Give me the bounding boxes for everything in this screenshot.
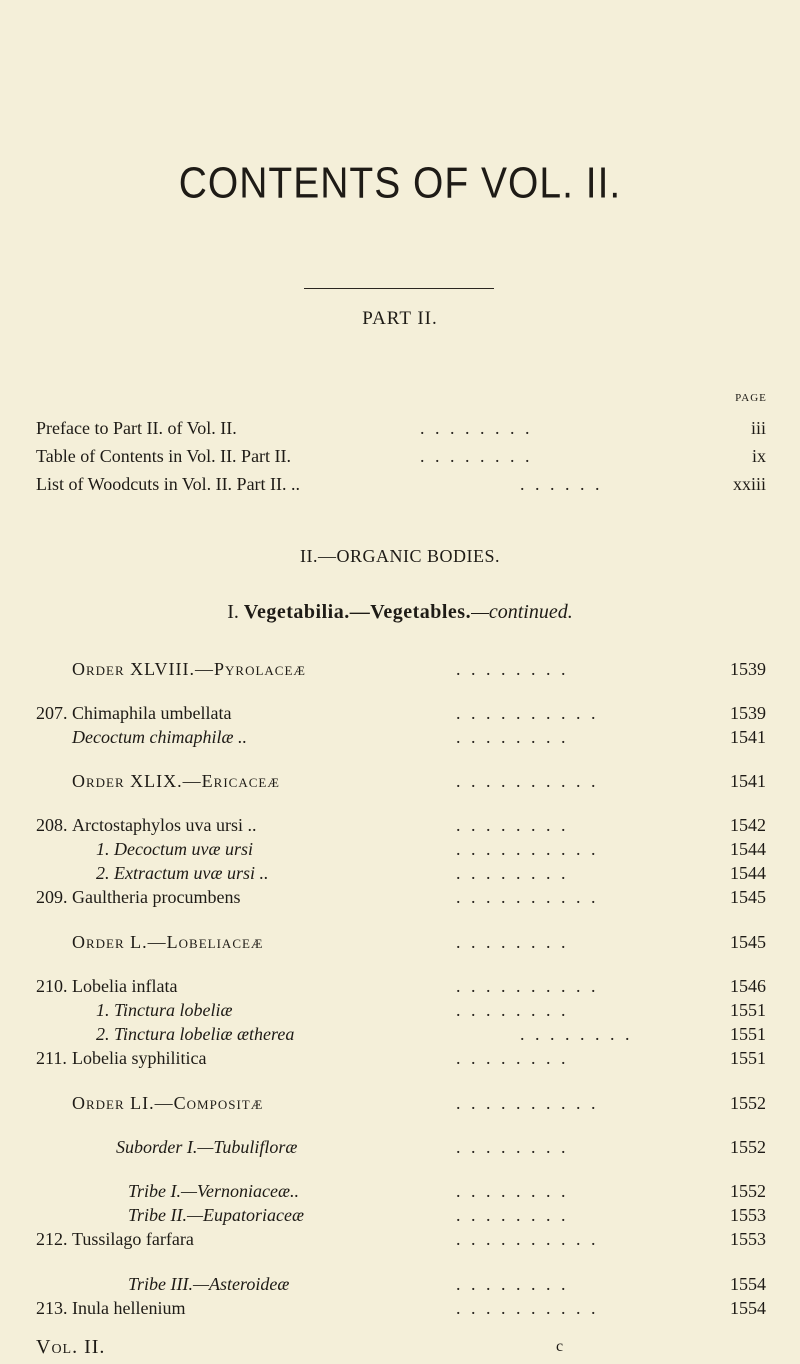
leader-dots: . . . . . . . . . .: [456, 839, 599, 859]
title-rule: [304, 288, 494, 289]
toc-page: 1539: [730, 659, 766, 679]
leader-dots: . . . . . . . . . .: [456, 771, 599, 791]
toc-page: 1545: [730, 887, 766, 907]
toc-page: 1552: [730, 1137, 766, 1157]
leader-dots: . . . . . . . . . .: [456, 1229, 599, 1249]
leader-dots: . . . . . . . .: [456, 1274, 569, 1294]
leader-dots: . . . . . . . .: [456, 863, 569, 883]
leader-dots: . . . . . . . .: [456, 1205, 569, 1225]
toc-order-row: [36, 771, 766, 797]
toc-number: 210.: [36, 976, 68, 996]
leader-dots: . . . . . . . . . .: [456, 887, 599, 907]
toc-row: [36, 887, 766, 913]
subheading-prefix: I.: [227, 601, 239, 623]
leader-dots: . . . . . . . .: [456, 727, 569, 747]
toc-page: 1554: [730, 1298, 766, 1318]
page-footer: [36, 1336, 564, 1359]
toc-number: 211.: [36, 1048, 67, 1068]
toc-label: Chimaphila umbellata: [72, 703, 232, 723]
toc-label: List of Woodcuts in Vol. II. Part II. ..: [36, 474, 301, 494]
toc-label: 1. Decoctum uvæ ursi: [96, 839, 253, 859]
toc-label: Arctostaphylos uva ursi ..: [72, 815, 257, 835]
toc-order-row: [36, 932, 766, 958]
toc-row-woodcuts: [36, 474, 766, 500]
toc-row: [36, 815, 766, 841]
toc-label: Tribe II.—Eupatoriaceæ: [128, 1205, 304, 1225]
toc-row: [36, 727, 766, 753]
leader-dots: . . . . . . . .: [456, 1181, 569, 1201]
toc-row: [36, 1229, 766, 1255]
volume-label: Vol. II.: [36, 1336, 106, 1358]
toc-row: [36, 1048, 766, 1074]
toc-row-preface: [36, 418, 766, 444]
leader-dots: . . . . . . . . . .: [456, 976, 599, 996]
toc-page: 1546: [730, 976, 766, 996]
leader-dots: . . . . . . . .: [456, 1137, 569, 1157]
toc-number: 209.: [36, 887, 68, 907]
toc-row: [36, 1274, 766, 1300]
toc-number: 207.: [36, 703, 68, 723]
toc-row: [36, 1024, 766, 1050]
leader-dots: . . . . . . . .: [456, 932, 569, 952]
section-subheading: [0, 601, 800, 624]
toc-page: iii: [750, 418, 766, 438]
subheading-gothic: Vegetabilia.—Vegetables.: [243, 601, 472, 623]
toc-page: 1551: [730, 1048, 766, 1068]
toc-page: 1545: [730, 932, 766, 952]
toc-order-row: [36, 1093, 766, 1119]
toc-label: Decoctum chimaphilæ ..: [72, 727, 247, 747]
toc-label: Table of Contents in Vol. II. Part II.: [36, 446, 292, 466]
toc-label: 2. Tinctura lobeliæ ætherea: [96, 1024, 295, 1044]
toc-number: 212.: [36, 1229, 68, 1249]
leader-dots: . . . . . . . .: [456, 1000, 569, 1020]
toc-page: 1542: [730, 815, 766, 835]
toc-row: [36, 839, 766, 865]
toc-page: 1539: [730, 703, 766, 723]
leader-dots: . . . . . . . .: [456, 1048, 569, 1068]
toc-row: [36, 703, 766, 729]
toc-order-row: [36, 659, 766, 685]
leader-dots: . . . . . . . . . .: [456, 1093, 599, 1113]
subheading-suffix: —continued.: [471, 601, 573, 623]
toc-row: [36, 1181, 766, 1207]
toc-page: 1544: [730, 863, 766, 883]
leader-dots: . . . . . . . .: [456, 815, 569, 835]
part-heading: PART II.: [362, 308, 438, 329]
leader-dots: . . . . . . . . . .: [456, 703, 599, 723]
leader-dots: . . . . . . . . . .: [456, 1298, 599, 1318]
toc-label: Inula hellenium: [72, 1298, 186, 1318]
toc-label: Tribe III.—Asteroideæ: [128, 1274, 290, 1294]
leader-dots: . . . . . . . .: [520, 1024, 633, 1044]
toc-row: [36, 1298, 766, 1324]
toc-label: Order L.—Lobeliaceæ: [72, 932, 264, 952]
toc-page: 1551: [730, 1024, 766, 1044]
toc-page: 1552: [730, 1093, 766, 1113]
toc-page: xxiii: [732, 474, 766, 494]
toc-page: 1541: [730, 771, 766, 791]
toc-label: Tribe I.—Vernoniaceæ..: [128, 1181, 299, 1201]
toc-row: [36, 863, 766, 889]
toc-label: Preface to Part II. of Vol. II.: [36, 418, 237, 438]
leader-dots: . . . . . . . .: [456, 659, 569, 679]
toc-page: 1553: [730, 1205, 766, 1225]
leader-dots: . . . . . . . .: [420, 446, 533, 466]
toc-label: Lobelia inflata: [72, 976, 178, 996]
section-heading: II.—ORGANIC BODIES.: [300, 546, 500, 566]
toc-row: [36, 1000, 766, 1026]
toc-row: [36, 976, 766, 1002]
toc-label: 1. Tinctura lobeliæ: [96, 1000, 233, 1020]
toc-label: Lobelia syphilitica: [72, 1048, 207, 1068]
toc-number: 208.: [36, 815, 68, 835]
page-column-label: PAGE: [735, 392, 767, 404]
toc-label: Order LI.—Compositæ: [72, 1093, 264, 1113]
toc-label: Suborder I.—Tubulifloræ: [116, 1137, 298, 1157]
toc-page: 1544: [730, 839, 766, 859]
toc-page: ix: [751, 446, 766, 466]
leader-dots: . . . . . .: [520, 474, 603, 494]
toc-label: Tussilago farfara: [72, 1229, 194, 1249]
toc-page: 1551: [730, 1000, 766, 1020]
toc-number: 213.: [36, 1298, 68, 1318]
toc-page: 1541: [730, 727, 766, 747]
signature-mark: c: [556, 1338, 564, 1355]
toc-label: Order XLVIII.—Pyrolaceæ: [72, 659, 306, 679]
toc-page: 1554: [730, 1274, 766, 1294]
page-title: CONTENTS OF VOL. II.: [178, 159, 622, 208]
toc-page: 1552: [730, 1181, 766, 1201]
toc-row: [36, 1205, 766, 1231]
toc-label: 2. Extractum uvæ ursi ..: [96, 863, 269, 883]
toc-page: 1553: [730, 1229, 766, 1249]
toc-label: Order XLIX.—Ericaceæ: [72, 771, 280, 791]
leader-dots: . . . . . . . .: [420, 418, 533, 438]
toc-row: [36, 1137, 766, 1163]
toc-label: Gaultheria procumbens: [72, 887, 241, 907]
toc-row-table-of-contents: [36, 446, 766, 472]
